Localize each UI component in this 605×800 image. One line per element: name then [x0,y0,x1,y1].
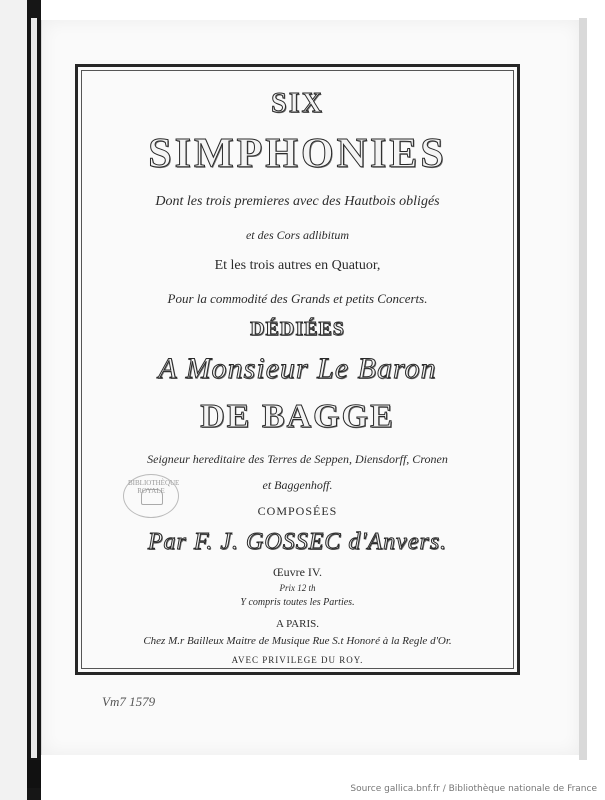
previous-leaf-edge [0,0,27,800]
parts-line: Y compris toutes les Parties. [240,597,355,608]
subtitle-line-1: Dont les trois premieres avec des Hautbois obligés [155,194,440,209]
library-stamp [123,474,179,518]
composer-line: Par F. J. GOSSEC d'Anvers. [147,529,448,555]
price-line: Prix 12 th [279,583,316,593]
heading-six: SIX [271,88,324,119]
source-credit: Source gallica.bnf.fr / Bibliothèque nationale de France [350,784,597,794]
subtitle-line-3: Et les trois autres en Quatuor, [214,258,381,273]
subtitle-line-2: et des Cors adlibitum [245,228,349,242]
shelfmark: Vm7 1579 [102,694,156,709]
privilege-line: AVEC PRIVILEGE DU ROY. [231,655,364,665]
page-right-edge [579,18,587,760]
binding-gap [31,18,37,758]
stamp-text: BIBLIOTHÈQUE ROYALE [128,479,180,495]
heading-title: SIMPHONIES [148,131,447,177]
recipient-name: DE BAGGE [200,398,395,435]
composed-heading: COMPOSÉES [257,504,338,518]
subtitle-line-4: Pour la commodité des Grands et petits Concerts. [167,291,428,306]
lordship-line-1: Seigneur hereditaire des Terres de Seppen, Diensdorff, Cronen [147,452,448,466]
city-line: A PARIS. [275,618,319,630]
recipient-line: A Monsieur Le Baron [158,352,437,385]
lordship-line-2: et Baggenhoff. [262,478,333,492]
binding-bottom [27,760,41,788]
publisher-line: Chez M.r Bailleux Maitre de Musique Rue S.t Honoré à la Regle d'Or. [143,635,452,647]
dedication-heading: DÉDIÉES [250,318,345,340]
opus-line: Œuvre IV. [272,565,323,579]
